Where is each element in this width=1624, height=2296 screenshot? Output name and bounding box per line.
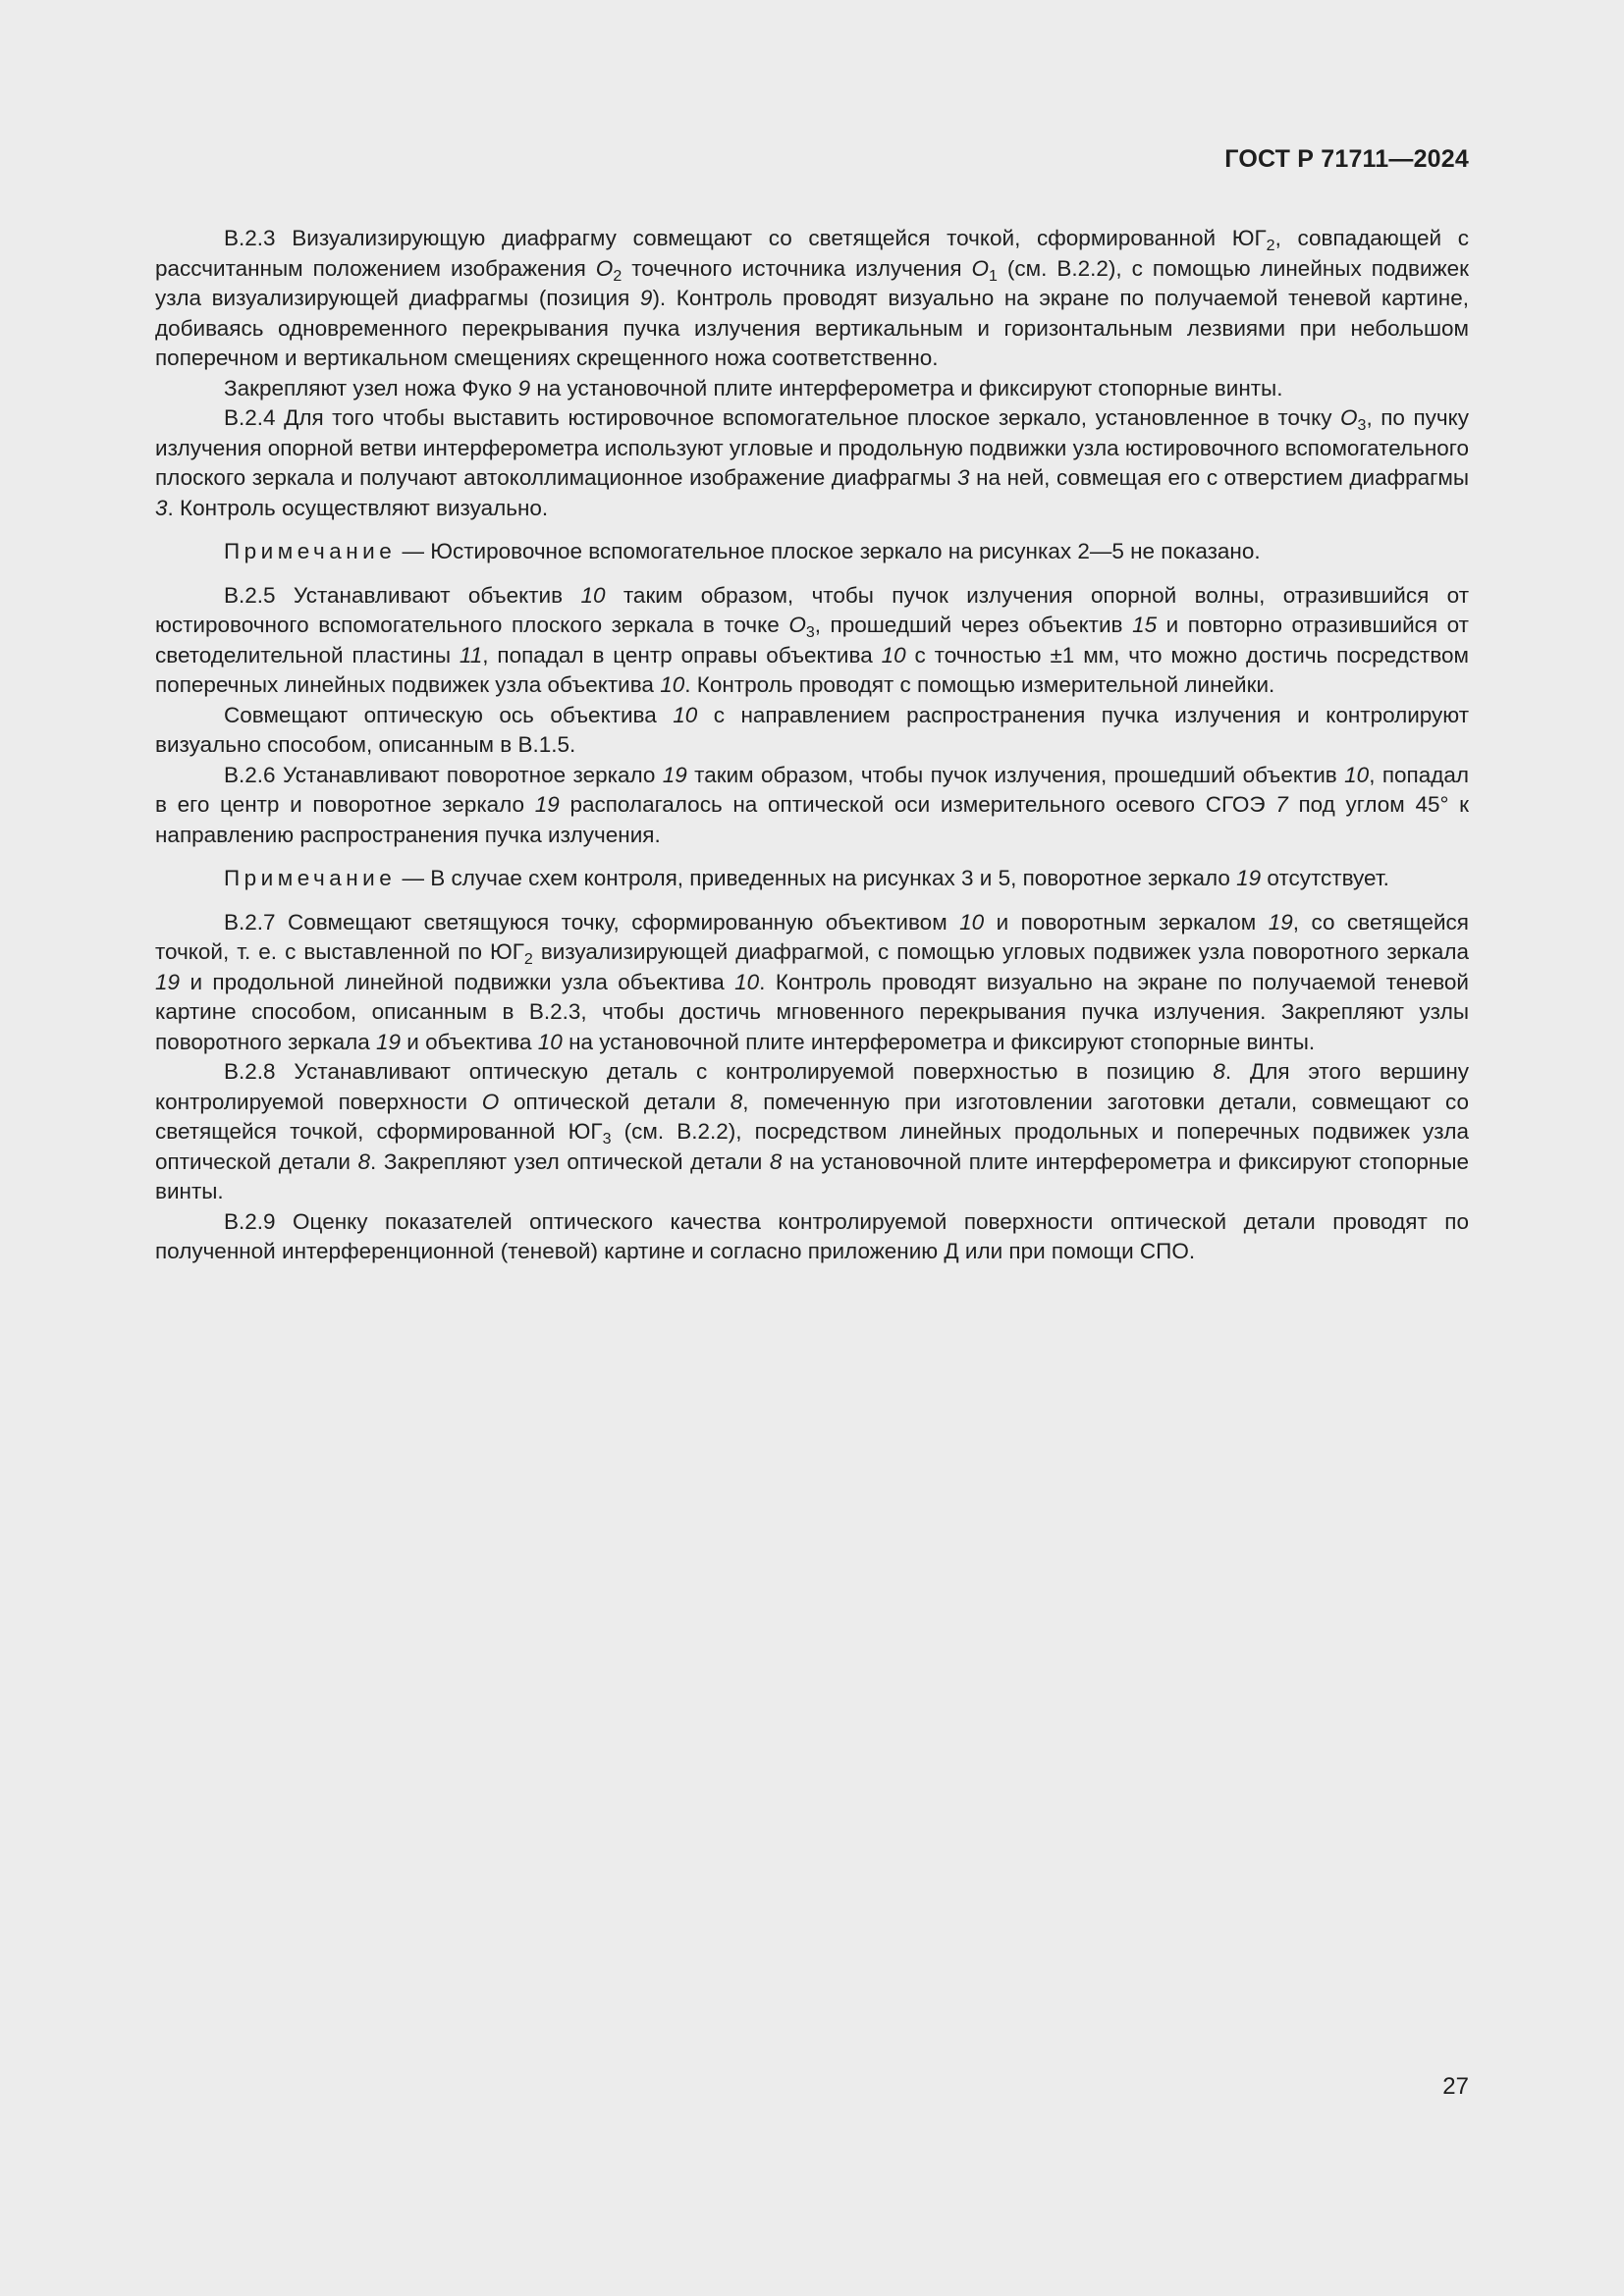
paragraph-b-2-8: В.2.8 Устанавливают оптическую деталь с контролируемой поверхностью в позицию 8. Для этого вершину контролируемой поверхности O оптической детали 8, помеченную при изготовлении заготовки детали, совмещают со светящейся точкой, сформированной $ЮГ_3$ (см. В.2.2), посредством линейных продольных и поперечных подвижек узла оптической детали 8. Закрепляют узел оптической детали 8 на установочной плите интерферометра и фиксируют стопорные винты. — [155, 1059, 1470, 1203]
page-number: 27 — [1442, 2073, 1469, 2100]
note-label: Примечание — [224, 866, 397, 890]
paragraph-fuko-knife: Закрепляют узел ножа Фуко 9 на установочной плите интерферометра и фиксируют стопорные винты. — [224, 375, 1283, 400]
clause-number: В.2.4 — [224, 405, 276, 430]
clause-number: В.2.7 — [224, 909, 276, 934]
note-1: Примечание — Юстировочное вспомогательное плоское зеркало на рисунках 2—5 не показано. — [224, 539, 1261, 563]
clause-number: В.2.5 — [224, 582, 276, 608]
paragraph-b-2-5: В.2.5 Устанавливают объектив 10 таким образом, чтобы пучок излучения опорной волны, отразившийся от юстировочного вспомогательного плоского зеркала в точке $O_3$, прошедший через объектив 15 и повторно отразившийся от светоделительной пластины 11, попадал в центр оправы объектива 10 с точностью ±1 мм, что можно достичь посредством поперечных линейных подвижек узла объектива 10. Контроль проводят с помощью измерительной линейки. — [155, 582, 1470, 697]
clause-number: В.2.6 — [224, 762, 276, 787]
paragraph-optical-axis: Совмещают оптическую ось объектива 10 с направлением распространения пучка излучения и контролируют визуально способом, описанным в В.1.5. — [155, 702, 1469, 757]
paragraph-b-2-6: В.2.6 Устанавливают поворотное зеркало 19 таким образом, чтобы пучок излучения, прошедший объектив 10, попадал в его центр и поворотное зеркало 19 располагалось на оптической оси измерительного осевого СГОЭ 7 под углом 45° к направлению распространения пучка излучения. — [155, 762, 1469, 847]
paragraph-b-2-9: В.2.9 Оценку показателей оптического качества контролируемой поверхности оптической детали проводят по полученной интерференционной (теневой) картине и согласно приложению Д или при помощи СПО. — [155, 1208, 1469, 1263]
paragraph-b-2-3: В.2.3 Визуализирующую диафрагму совмещают со светящейся точкой, сформированной $ЮГ_2$, совпадающей с рассчитанным положением изображения $O_2$ точечного источника излучения $O_1$ (см. В.2.2), с помощью линейных подвижек узла визуализирующей диафрагмы (позиция 9). Контроль проводят визуально на экране по получаемой теневой картине, добиваясь одновременного перекрывания пучка излучения вертикальным и горизонтальным лезвиями при небольшом поперечном и вертикальном смещениях скрещенного ножа соответственно. — [155, 226, 1469, 370]
document-header: ГОСТ Р 71711—2024 — [1224, 145, 1469, 173]
clause-number: В.2.9 — [224, 1208, 276, 1234]
paragraph-b-2-4: В.2.4 Для того чтобы выставить юстировочное вспомогательное плоское зеркало, установленное в точку $O_3$, по пучку излучения опорной ветви интерферометра используют угловые и продольную подвижки узла юстировочного вспомогательного плоского зеркала и получают автоколлимационное изображение диафрагмы 3 на ней, совмещая его с отверстием диафрагмы 3. Контроль осуществляют визуально. — [155, 405, 1469, 520]
paragraph-b-2-7: В.2.7 Совмещают светящуюся точку, сформированную объективом 10 и поворотным зеркалом 19, со светящейся точкой, т. е. с выставленной по $ЮГ_2$ визуализирующей диафрагмой, с помощью угловых подвижек узла поворотного зеркала 19 и продольной линейной подвижки узла объектива 10. Контроль проводят визуально на экране по получаемой теневой картине способом, описанным в В.2.3, чтобы достичь мгновенного перекрывания пучка излучения. Закрепляют узлы поворотного зеркала 19 и объектива 10 на установочной плите интерферометра и фиксируют стопорные винты. — [155, 909, 1469, 1054]
clause-number: В.2.8 — [224, 1059, 276, 1084]
clause-number: В.2.3 — [224, 226, 276, 250]
document-body — [155, 224, 1469, 1267]
note-label: Примечание — [224, 539, 397, 563]
note-2: Примечание — В случае схем контроля, приведенных на рисунках 3 и 5, поворотное зеркало 19 отсутствует. — [224, 866, 1389, 890]
